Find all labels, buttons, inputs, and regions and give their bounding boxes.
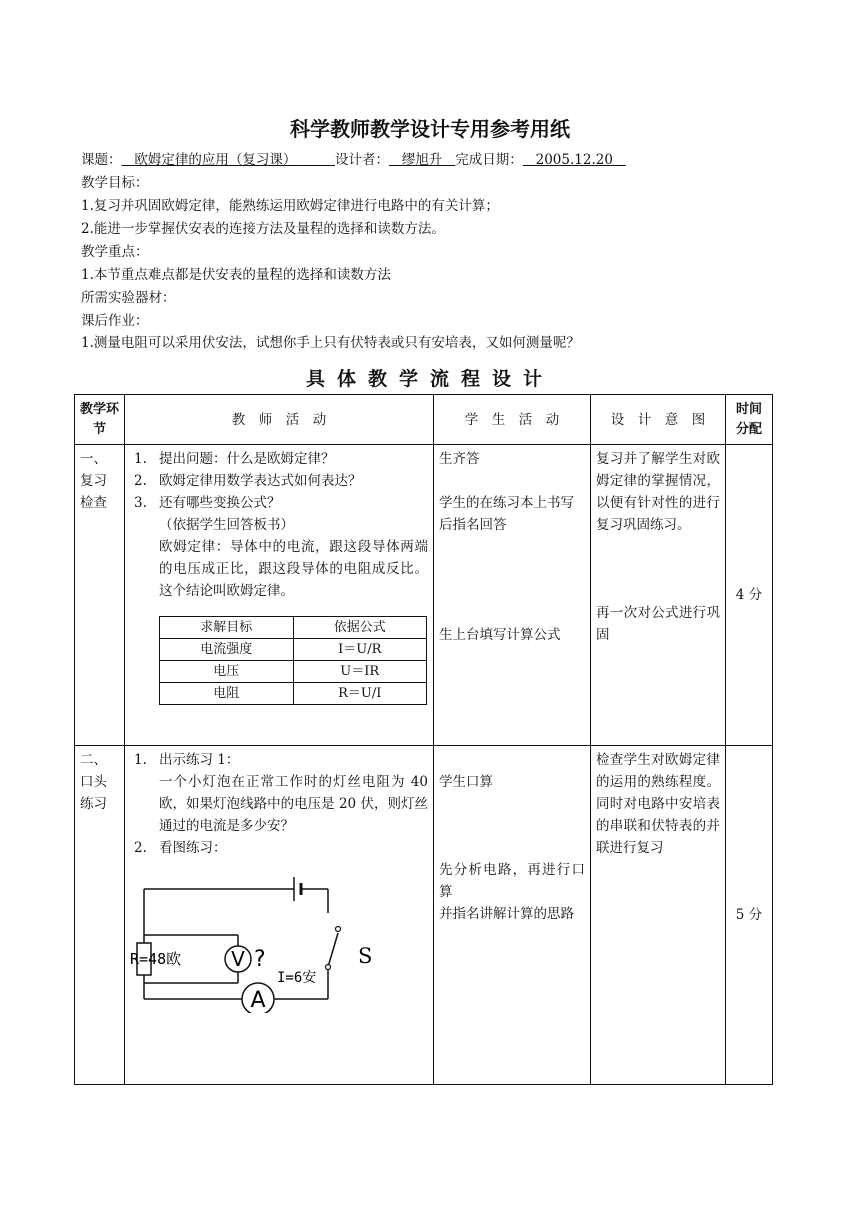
current-label: I=6安 xyxy=(277,970,317,986)
switch-label: S xyxy=(358,944,373,968)
circuit-diagram xyxy=(130,863,430,1013)
time-review: 4 分 xyxy=(726,445,773,746)
header-student: 学 生 活 动 xyxy=(434,395,591,445)
formula-header-basis: 依据公式 xyxy=(293,617,427,639)
formula-expr: R＝U/I xyxy=(293,683,427,705)
flow-table-header xyxy=(75,395,773,445)
designer-value: 缪旭升 xyxy=(401,152,443,168)
formula-table xyxy=(159,616,427,705)
resistor-label: R=48欧 xyxy=(130,950,182,968)
date-value: 2005.12.20 xyxy=(535,152,613,168)
date-label: 完成日期： xyxy=(455,152,523,168)
time-oral: 5 分 xyxy=(726,746,773,1085)
formula-expr: U＝IR xyxy=(293,661,427,683)
ammeter-icon: A xyxy=(250,988,266,1013)
teacher-activity-oral xyxy=(125,746,434,1085)
stage-review: 一、复习检查 xyxy=(75,445,125,746)
teacher-activity-review xyxy=(125,445,434,746)
homework-1: 1.测量电阻可以采用伏安法，试想你手上只有伏特表或只有安培表，又如何测量呢？ xyxy=(81,335,580,351)
goals-label: 教学目标： xyxy=(81,175,149,191)
question-list xyxy=(130,448,428,514)
flow-table xyxy=(74,394,773,1085)
intent-oral: 检查学生对欧姆定律的运用的熟练程度。同时对电路中安培表的串联和伏特表的并联进行复习 xyxy=(591,746,726,1085)
page-title: 科学教师教学设计专用参考用纸 xyxy=(290,117,570,141)
header-time: 时间分配 xyxy=(726,395,773,445)
student-activity-oral xyxy=(434,746,591,1085)
formula-expr: I＝U/R xyxy=(293,639,427,661)
formula-header-target: 求解目标 xyxy=(160,617,294,639)
focus-label: 教学重点： xyxy=(81,244,149,260)
list-item: 2. 欧姆定律用数学表达式如何表达？ xyxy=(134,473,362,489)
student-text: 学生的在练习本上书写后指名回答 xyxy=(439,495,574,533)
intent-text: 复习并了解学生对欧姆定律的掌握情况，以便有针对性的进行复习巩固练习。 xyxy=(596,451,720,533)
student-text: 生齐答 xyxy=(439,451,480,467)
list-item: 1. 出示练习 1： xyxy=(134,752,240,768)
board-note: （依据学生回答板书） xyxy=(159,517,294,533)
student-text: 先分析电路，再进行口算 xyxy=(439,862,585,900)
student-text: 并指名讲解计算的思路 xyxy=(439,906,574,922)
focus-1: 1.本节重点难点都是伏安表的量程的选择和读数方法 xyxy=(81,267,391,283)
topic-value: 欧姆定律的应用（复习课） xyxy=(134,152,297,168)
header-teacher: 教 师 活 动 xyxy=(125,395,434,445)
student-activity-review xyxy=(434,445,591,746)
student-text: 生上台填写计算公式 xyxy=(439,627,561,643)
list-item: 1. 提出问题：什么是欧姆定律？ xyxy=(134,451,335,467)
designer-label: 设计者： xyxy=(335,152,389,168)
list-item: 3. 还有哪些变换公式？ xyxy=(134,495,281,511)
topic-label: 课题： xyxy=(81,152,122,168)
formula-target: 电流强度 xyxy=(160,639,294,661)
header-stage: 教学环节 xyxy=(75,395,125,445)
table-row-review xyxy=(75,445,773,746)
table-row-oral xyxy=(75,746,773,1085)
question-mark: ? xyxy=(254,947,266,972)
goal-1: 1.复习并巩固欧姆定律，能熟练运用欧姆定律进行电路中的有关计算； xyxy=(81,198,499,214)
topic-line xyxy=(81,149,626,171)
flow-title: 具体教学流程设计 xyxy=(305,368,554,390)
voltmeter-icon: V xyxy=(231,947,245,971)
homework-label: 课后作业： xyxy=(81,313,149,329)
formula-target: 电压 xyxy=(160,661,294,683)
student-text: 学生口算 xyxy=(439,774,493,790)
header-intent: 设 计 意 图 xyxy=(591,395,726,445)
goal-2: 2.能进一步掌握伏安表的连接方法及量程的选择和读数方法。 xyxy=(81,221,445,237)
exercise-list xyxy=(130,749,428,771)
ohm-definition: 欧姆定律：导体中的电流，跟这段导体两端的电压成正比，跟这段导体的电阻成反比。这个结论叫欧姆定律。 xyxy=(159,539,428,599)
formula-target: 电阻 xyxy=(160,683,294,705)
list-item: 2. 看图练习： xyxy=(134,840,227,856)
stage-oral: 二、口头练习 xyxy=(75,746,125,1085)
intent-review xyxy=(591,445,726,746)
equipment-label: 所需实验器材： xyxy=(81,290,176,306)
intent-text: 再一次对公式进行巩固 xyxy=(596,605,720,643)
exercise-1-text: 一个小灯泡在正常工作时的灯丝电阻为 40 欧，如果灯泡线路中的电压是 20 伏，则灯丝通过的电流是多少安？ xyxy=(159,774,428,834)
